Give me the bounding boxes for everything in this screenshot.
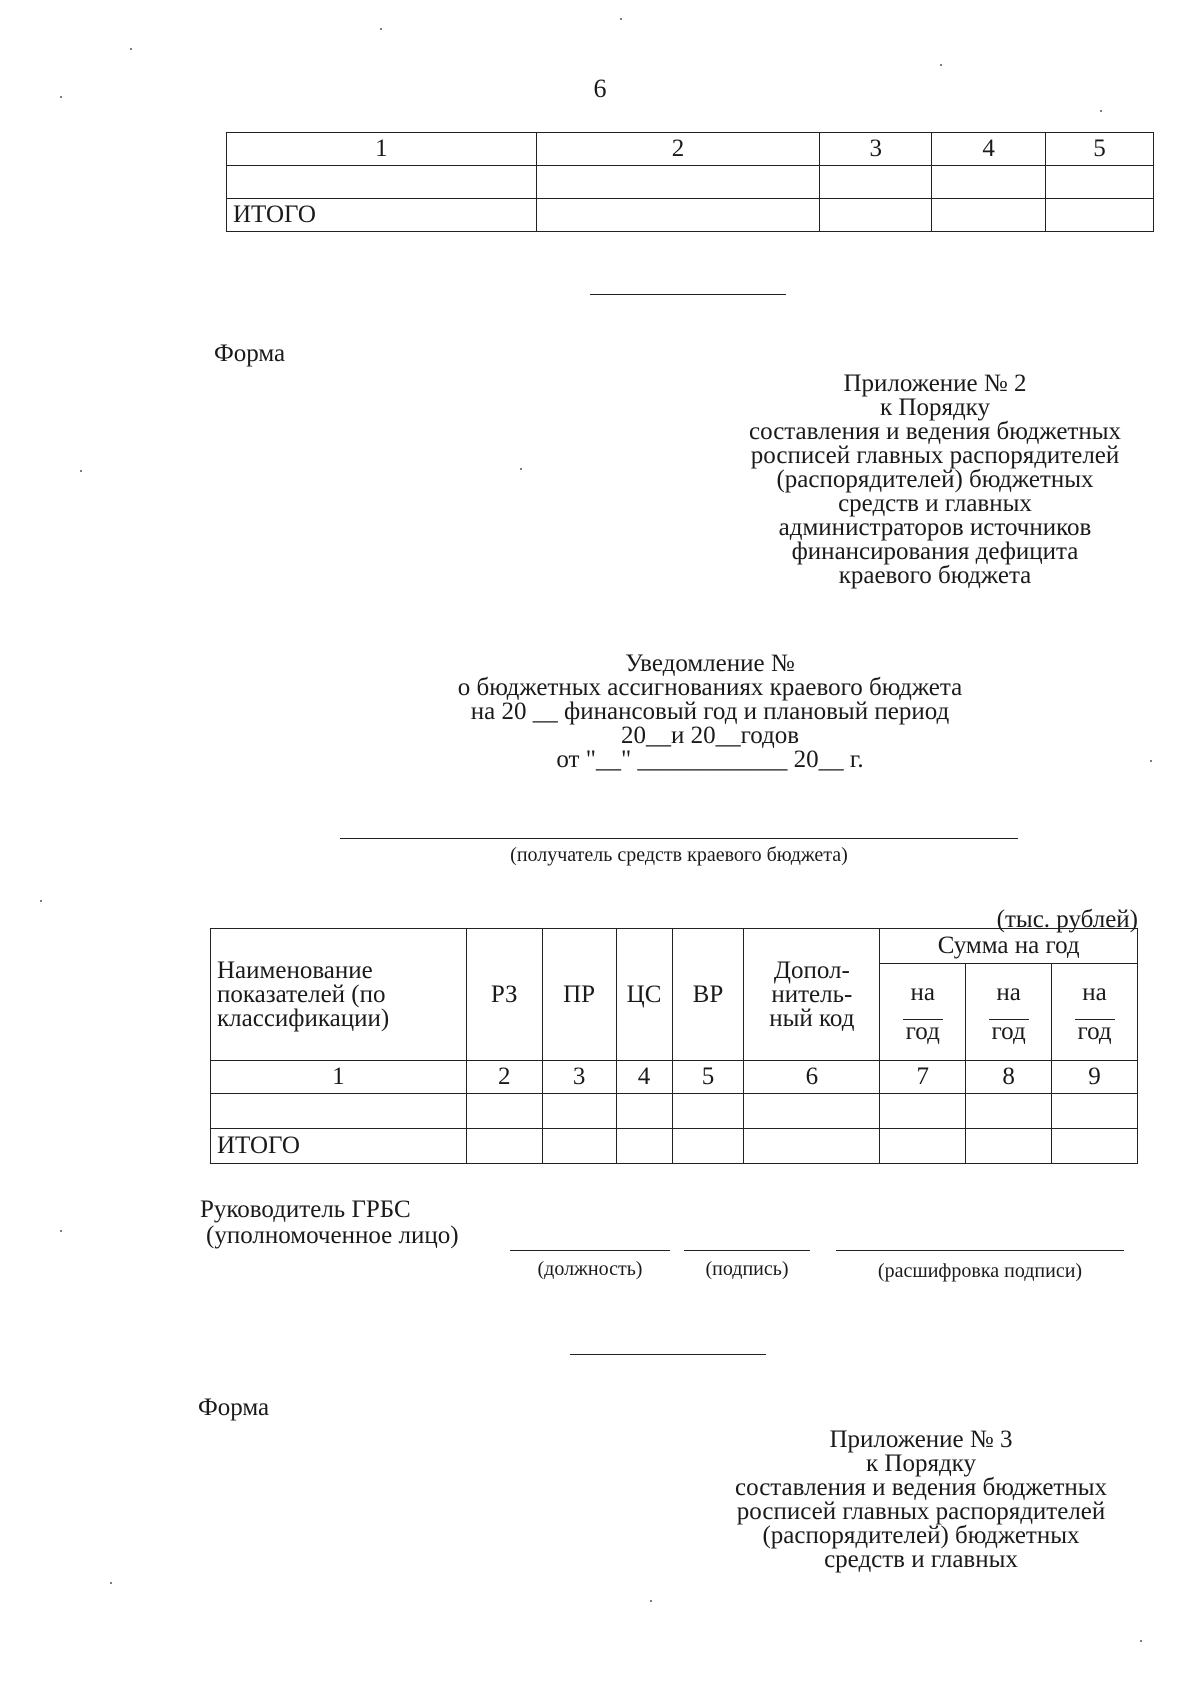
table-cell[interactable] (1046, 166, 1154, 199)
col-number-cell: 4 (932, 133, 1046, 166)
appendix-2-block (700, 372, 1170, 588)
col-number-cell: 5 (1046, 133, 1154, 166)
year-suffix: год (905, 1017, 940, 1045)
table-cell[interactable] (932, 166, 1046, 199)
appendix-line: росписей главных распорядителей (736, 1498, 1106, 1525)
table-cell[interactable] (211, 1094, 467, 1129)
notice-line: 20__и 20__годов (620, 722, 800, 749)
scan-speck (60, 96, 62, 98)
col-number-cell: 3 (820, 133, 932, 166)
table-cell[interactable] (227, 166, 537, 199)
table-cell[interactable] (1052, 1094, 1138, 1129)
col-number-cell: 2 (466, 1061, 542, 1094)
scan-speck (40, 900, 42, 902)
scan-speck (380, 28, 382, 30)
scan-speck (80, 470, 82, 472)
table-cell[interactable] (466, 1094, 542, 1129)
table-header-row (211, 929, 1138, 964)
col-number-cell: 8 (966, 1061, 1052, 1094)
appendix-line: составления и ведения бюджетных (748, 418, 1122, 445)
appendix-line: к Порядку (866, 1450, 976, 1477)
col-header-sum-per-year: Сумма на год (880, 929, 1138, 964)
col-number-cell: 4 (616, 1061, 672, 1094)
table-cell[interactable] (966, 1129, 1052, 1164)
signature-field[interactable] (684, 1250, 810, 1251)
scan-speck (1150, 760, 1152, 762)
signature-decoding-caption: (расшифровка подписи) (877, 1260, 1083, 1282)
notice-line: о бюджетных ассигнованиях краевого бюджета (457, 674, 963, 701)
notice-line: на 20 __ финансовый год и плановый период (470, 698, 950, 725)
scan-speck (520, 468, 522, 470)
scan-speck (650, 1600, 652, 1602)
table-cell[interactable] (672, 1094, 744, 1129)
signature-decoding-field[interactable] (836, 1250, 1124, 1251)
col-header-extra-code: Допол-нитель-ный код (744, 929, 880, 1061)
col-number-cell: 1 (211, 1061, 467, 1094)
col-header-name: Наименование показателей (по классификации) (211, 929, 467, 1061)
table-cell[interactable] (536, 166, 820, 199)
col-header-year-3 (1052, 964, 1138, 1061)
notice-title: Уведомление № (625, 650, 795, 677)
section-separator (570, 1354, 766, 1355)
table-cell[interactable] (744, 1094, 880, 1129)
col-number-cell: 5 (672, 1061, 744, 1094)
year-prefix: на (1082, 978, 1107, 1006)
appendix-line: (распорядителей) бюджетных (762, 1522, 1080, 1549)
table-cell[interactable] (1046, 199, 1154, 232)
units-label: (тыс. рублей) (996, 906, 1138, 933)
year-prefix: на (996, 978, 1021, 1006)
col-number-cell: 1 (227, 133, 537, 166)
continuation-table (226, 132, 1154, 232)
col-number-cell: 2 (536, 133, 820, 166)
column-number-row (211, 1061, 1138, 1094)
total-row (227, 199, 1154, 232)
table-cell[interactable] (880, 1129, 966, 1164)
appendix-line: составления и ведения бюджетных (734, 1474, 1108, 1501)
table-cell[interactable] (616, 1129, 672, 1164)
signatory-role-note: (уполномоченное лицо) (206, 1222, 459, 1249)
recipient-caption: (получатель средств краевого бюджета) (510, 844, 848, 866)
year-suffix: год (991, 1017, 1026, 1045)
notice-date-line: от "__" ____________ 20__ г. (556, 746, 864, 773)
table-cell[interactable] (616, 1094, 672, 1129)
col-number-cell: 3 (542, 1061, 616, 1094)
scan-speck (1140, 1640, 1142, 1642)
col-number-cell: 6 (744, 1061, 880, 1094)
form-label: Форма (198, 1394, 270, 1421)
table-header-row (227, 133, 1154, 166)
position-caption: (должность) (537, 1258, 643, 1280)
appendix-title: Приложение № 3 (829, 1426, 1013, 1453)
appendix-line: росписей главных распорядителей (750, 442, 1120, 469)
table-cell[interactable] (672, 1129, 744, 1164)
table-cell[interactable] (542, 1129, 616, 1164)
table-cell[interactable] (466, 1129, 542, 1164)
total-label: ИТОГО (227, 199, 537, 232)
total-row (211, 1129, 1138, 1164)
table-cell[interactable] (542, 1094, 616, 1129)
table-cell[interactable] (966, 1094, 1052, 1129)
form-label: Форма (214, 340, 286, 367)
signature-caption: (подпись) (705, 1258, 789, 1280)
appendix-3-block (686, 1428, 1156, 1572)
scan-speck (940, 64, 942, 66)
appendix-line: к Порядку (880, 394, 990, 421)
table-cell[interactable] (820, 166, 932, 199)
col-header-pr: ПР (542, 929, 616, 1061)
table-cell[interactable] (932, 199, 1046, 232)
col-header-year-1 (880, 964, 966, 1061)
signatory-role: Руководитель ГРБС (200, 1196, 411, 1223)
section-separator (590, 294, 786, 295)
total-label: ИТОГО (211, 1129, 467, 1164)
col-number-cell: 7 (880, 1061, 966, 1094)
notice-heading (400, 652, 1020, 772)
table-row (227, 166, 1154, 199)
year-suffix: год (1077, 1017, 1112, 1045)
col-header-rz: РЗ (466, 929, 542, 1061)
budget-allocations-table (210, 928, 1138, 1164)
scan-speck (620, 18, 622, 20)
appendix-line: средств и главных (824, 1546, 1018, 1573)
col-number-cell: 9 (1052, 1061, 1138, 1094)
appendix-line: краевого бюджета (838, 562, 1032, 589)
position-field[interactable] (510, 1250, 670, 1251)
year-prefix: на (910, 978, 935, 1006)
appendix-title: Приложение № 2 (843, 370, 1027, 397)
scan-speck (1100, 110, 1102, 112)
table-cell[interactable] (1052, 1129, 1138, 1164)
scan-speck (130, 48, 132, 50)
scan-speck (60, 1230, 62, 1232)
recipient-field[interactable] (340, 838, 1018, 839)
page-number: 6 (593, 74, 607, 103)
table-cell[interactable] (820, 199, 932, 232)
table-row (211, 1094, 1138, 1129)
appendix-line: (распорядителей) бюджетных (776, 466, 1094, 493)
appendix-line: финансирования дефицита (791, 538, 1079, 565)
col-header-year-2 (966, 964, 1052, 1061)
table-cell[interactable] (744, 1129, 880, 1164)
table-cell[interactable] (536, 199, 820, 232)
col-header-cs: ЦС (616, 929, 672, 1061)
appendix-line: администраторов источников (778, 514, 1092, 541)
appendix-line: средств и главных (838, 490, 1032, 517)
scan-speck (110, 1582, 112, 1584)
col-header-vr: ВР (672, 929, 744, 1061)
table-cell[interactable] (880, 1094, 966, 1129)
